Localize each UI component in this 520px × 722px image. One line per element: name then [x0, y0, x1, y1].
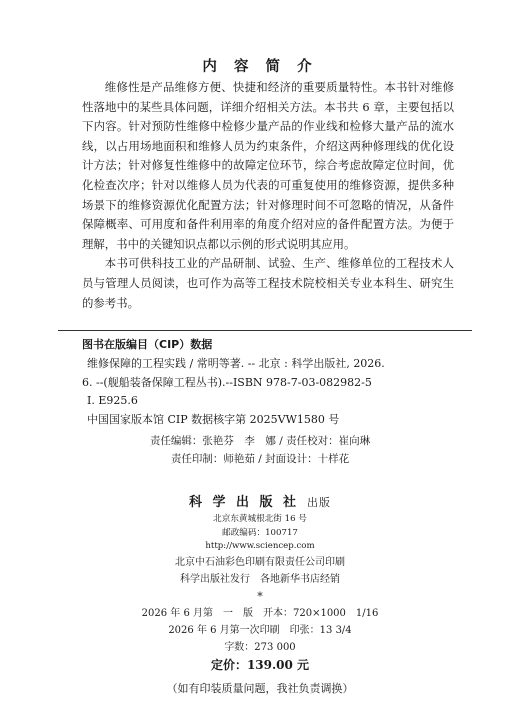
summary-paragraph-1: 维修性是产品维修方便、快捷和经济的重要质量特性。本书针对维修性落地中的某些具体问题，详细介绍相关方法。本书共 6 章，主要包括以下内容。针对预防性维修中检修少量产品的作业线和检修大量产品的流水线，以占用场地面积和维修人员为约束条件，介绍这两种修理线的优化设计方法；针对修复性维修中的故障定位环节，综合考虑故障定位时间，优化检查次序；针对以维修人员为代表的可重复使用的维修资源，提供多种场景下的维修资源优化配置方法；针对修理时间不可忽略的情况，从备件保障概率、可用度和备件利用率的角度介绍对应的备件配置方法。为便于理解，书中的关键知识点都以示例的形式说明其应用。 — [82, 80, 454, 251]
quality-notice: （如有印装质量问题，我社负责调换） — [166, 682, 354, 696]
edition-line: 2026 年 6 月第 一 版 开本：720×1000 1/16 — [141, 607, 379, 619]
credits-editors: 责任编辑：张艳芬 李 娜 / 责任校对：崔向琳 — [149, 435, 371, 447]
distribution-line: 科学出版社发行 各地新华书店经销 — [180, 573, 340, 585]
credits-block — [0, 433, 520, 468]
publisher-postcode: 邮政编码：100717 — [222, 527, 298, 538]
printing-line: 2026 年 6 月第一次印刷 印张：13 3/4 — [168, 624, 352, 636]
cip-line-3: Ⅰ. E925.6 — [87, 394, 138, 408]
credits-production: 责任印制：师艳茹 / 封面设计：十样花 — [170, 452, 350, 465]
publisher-address: 北京东黄城根北街 16 号 — [213, 514, 307, 525]
cip-data-block — [82, 336, 462, 430]
publisher-name-suffix: 出版 — [307, 496, 332, 509]
publisher-name: 科 学 出 版 社 — [188, 495, 300, 510]
cip-line-1: 维修保障的工程实践 / 常明等著. -- 北京 : 科学出版社, 2026. — [87, 356, 385, 370]
printer-line: 北京中石油彩色印刷有限责任公司印刷 — [175, 556, 345, 568]
cip-heading: 图书在版编目（CIP）数据 — [82, 338, 213, 351]
cip-line-2: 6. --(舰船装备保障工程丛书).--ISBN 978-7-03-082982-5 — [82, 375, 372, 389]
publisher-name-row — [0, 496, 520, 509]
content-summary — [82, 78, 454, 313]
section-divider — [58, 330, 472, 331]
separator-star: * — [257, 589, 263, 603]
price: 定价：139.00 元 — [210, 657, 310, 672]
publisher-url: http://www.sciencep.com — [205, 541, 315, 552]
word-count: 字数：273 000 — [224, 641, 296, 653]
summary-paragraph-2: 本书可供科技工业的产品研制、试验、生产、维修单位的工程技术人员与管理人员阅读，也可作为高等工程技术院校相关专业本科生、研究生的参考书。 — [82, 256, 454, 310]
publisher-block — [0, 496, 520, 695]
cip-line-4: 中国国家版本馆 CIP 数据核字第 2025VW1580 号 — [87, 413, 340, 427]
page-title: 内 容 简 介 — [202, 58, 318, 75]
